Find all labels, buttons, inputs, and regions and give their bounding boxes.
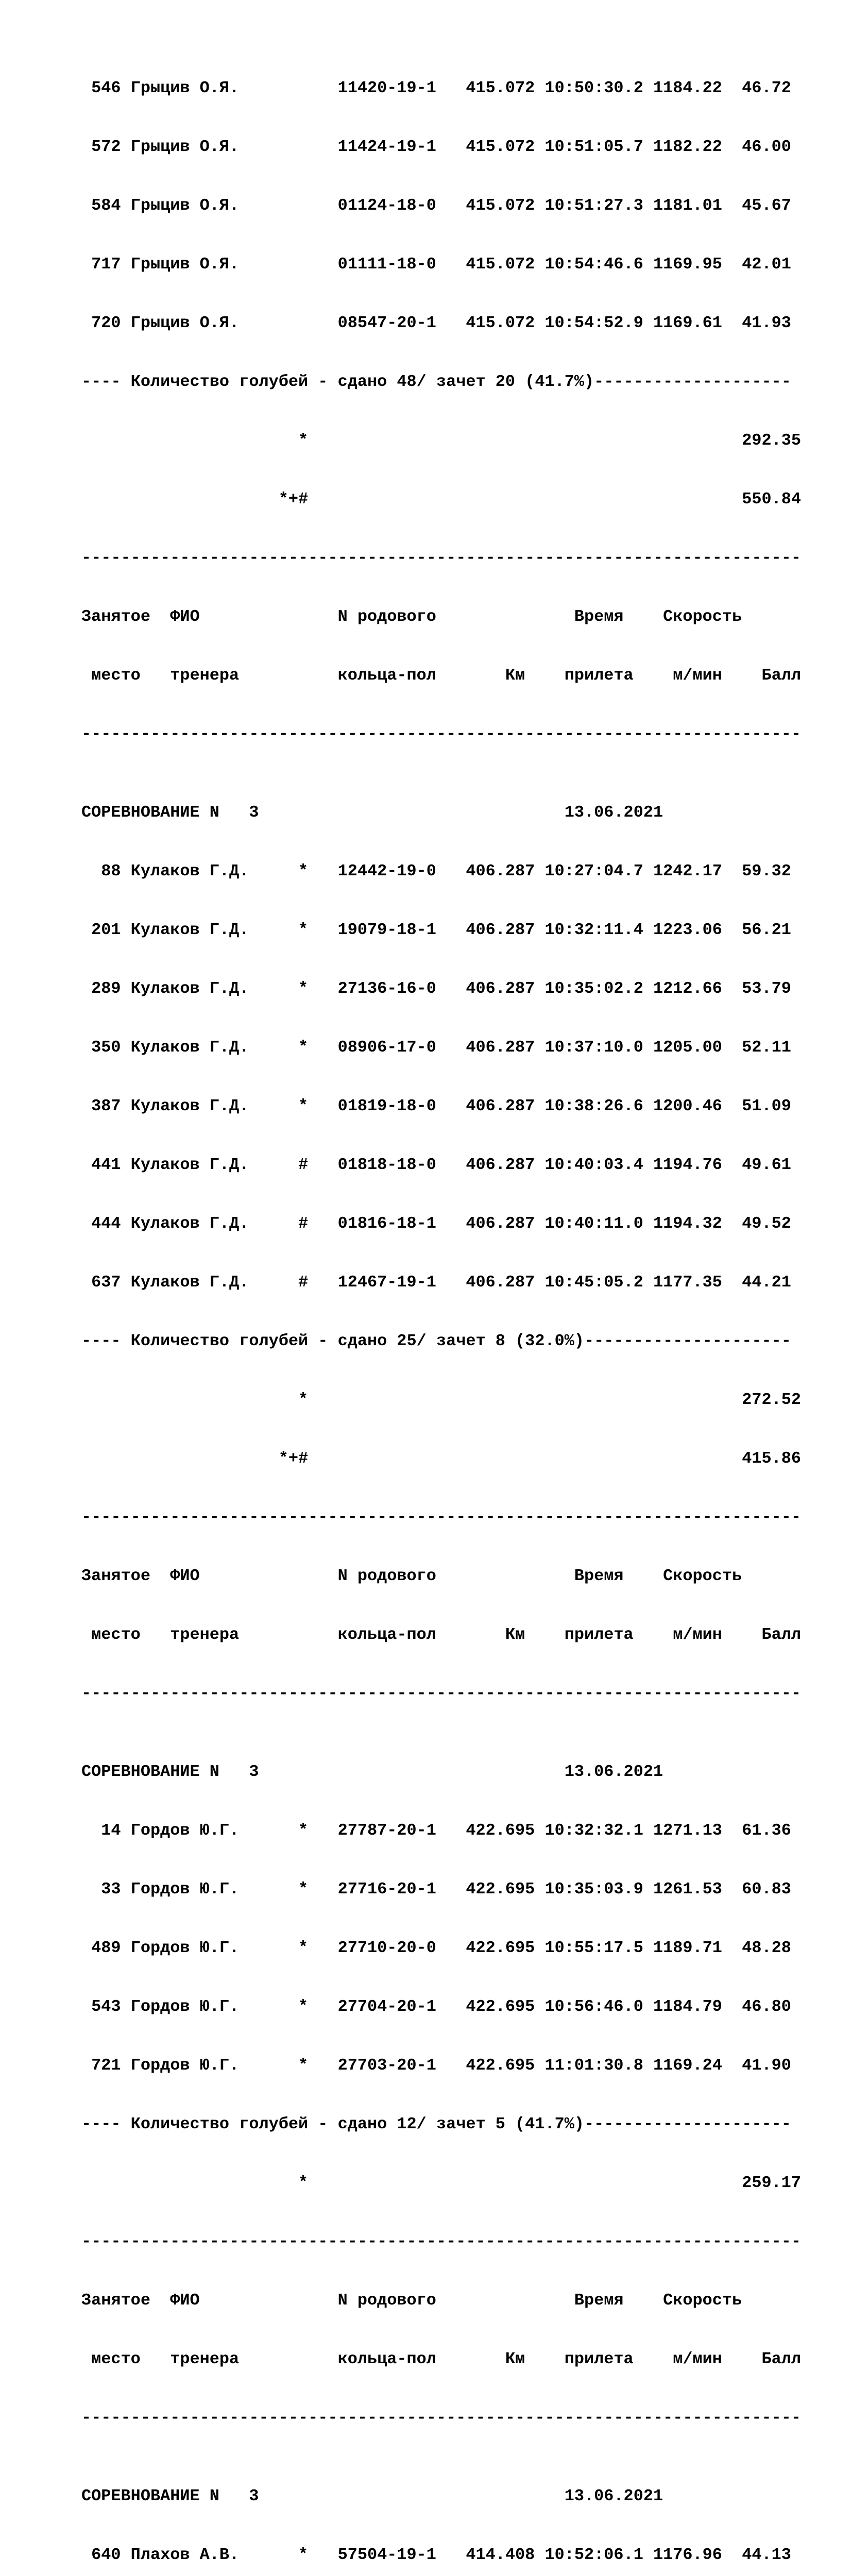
- table-row: 88 Кулаков Г.Д. * 12442-19-0 406.287 10:27:04.7 1242.17 59.32: [81, 861, 791, 880]
- table-row: 543 Гордов Ю.Г. * 27704-20-1 422.695 10:56:46.0 1184.79 46.80: [81, 1997, 791, 2016]
- results-printout: [81, 39, 801, 2576]
- table-row: 201 Кулаков Г.Д. * 19079-18-1 406.287 10:32:11.4 1223.06 56.21: [81, 920, 791, 939]
- table-row: 637 Кулаков Г.Д. # 12467-19-1 406.287 10:45:05.2 1177.35 44.21: [81, 1273, 791, 1292]
- table-row: 14 Гордов Ю.Г. * 27787-20-1 422.695 10:32:32.1 1271.13 61.36: [81, 1821, 791, 1840]
- summary-line: ---- Количество голубей - сдано 12/ зачет 5 (41.7%)---------------------: [81, 2114, 791, 2133]
- table-row: 350 Кулаков Г.Д. * 08906-17-0 406.287 10:37:10.0 1205.00 52.11: [81, 1038, 791, 1057]
- table-row: 489 Гордов Ю.Г. * 27710-20-0 422.695 10:55:17.5 1189.71 48.28: [81, 1938, 791, 1957]
- table-row: 33 Гордов Ю.Г. * 27716-20-1 422.695 10:35:03.9 1261.53 60.83: [81, 1879, 791, 1899]
- table-row: 546 Грыцив О.Я. 11420-19-1 415.072 10:50:30.2 1184.22 46.72: [81, 78, 791, 97]
- total-line: * 292.35: [81, 431, 802, 450]
- column-header-2: место тренера кольца-пол Км прилета м/мин Балл: [81, 1625, 802, 1644]
- total-line: *+# 415.86: [81, 1449, 802, 1468]
- separator: -------------------------------------------------------------------------: [81, 2232, 802, 2251]
- table-row: 721 Гордов Ю.Г. * 27703-20-1 422.695 11:01:30.8 1169.24 41.90: [81, 2056, 791, 2075]
- table-row: 444 Кулаков Г.Д. # 01816-18-1 406.287 10:40:11.0 1194.32 49.52: [81, 1214, 791, 1233]
- column-header-2: место тренера кольца-пол Км прилета м/мин Балл: [81, 666, 802, 685]
- table-row: 717 Грыцив О.Я. 01111-18-0 415.072 10:54:46.6 1169.95 42.01: [81, 255, 791, 274]
- column-header-1: Занятое ФИО N родового Время Скорость: [81, 607, 742, 626]
- table-row: 584 Грыцив О.Я. 01124-18-0 415.072 10:51:27.3 1181.01 45.67: [81, 196, 791, 215]
- separator: -------------------------------------------------------------------------: [81, 1684, 802, 1703]
- column-header-1: Занятое ФИО N родового Время Скорость: [81, 1566, 742, 1585]
- total-line: * 259.17: [81, 2173, 802, 2192]
- table-row: 289 Кулаков Г.Д. * 27136-16-0 406.287 10:35:02.2 1212.66 53.79: [81, 979, 791, 998]
- competition-title: СОРЕВНОВАНИЕ N 3 13.06.2021: [81, 1762, 663, 1781]
- table-row: 640 Плахов А.В. * 57504-19-1 414.408 10:52:06.1 1176.96 44.13: [81, 2545, 791, 2564]
- separator: -------------------------------------------------------------------------: [81, 1507, 802, 1527]
- separator: -------------------------------------------------------------------------: [81, 2408, 802, 2427]
- table-row: 441 Кулаков Г.Д. # 01818-18-0 406.287 10:40:03.4 1194.76 49.61: [81, 1155, 791, 1174]
- competition-title: СОРЕВНОВАНИЕ N 3 13.06.2021: [81, 803, 663, 822]
- separator: -------------------------------------------------------------------------: [81, 548, 802, 567]
- separator: -------------------------------------------------------------------------: [81, 724, 802, 743]
- competition-title: СОРЕВНОВАНИЕ N 3 13.06.2021: [81, 2486, 663, 2505]
- column-header-1: Занятое ФИО N родового Время Скорость: [81, 2291, 742, 2310]
- summary-line: ---- Количество голубей - сдано 25/ зачет 8 (32.0%)---------------------: [81, 1331, 791, 1350]
- table-row: 572 Грыцив О.Я. 11424-19-1 415.072 10:51:05.7 1182.22 46.00: [81, 137, 791, 156]
- summary-line: ---- Количество голубей - сдано 48/ зачет 20 (41.7%)--------------------: [81, 372, 791, 391]
- total-line: *+# 550.84: [81, 489, 802, 509]
- table-row: 720 Грыцив О.Я. 08547-20-1 415.072 10:54:52.9 1169.61 41.93: [81, 313, 791, 332]
- total-line: * 272.52: [81, 1390, 802, 1409]
- column-header-2: место тренера кольца-пол Км прилета м/мин Балл: [81, 2349, 802, 2368]
- table-row: 387 Кулаков Г.Д. * 01819-18-0 406.287 10:38:26.6 1200.46 51.09: [81, 1096, 791, 1115]
